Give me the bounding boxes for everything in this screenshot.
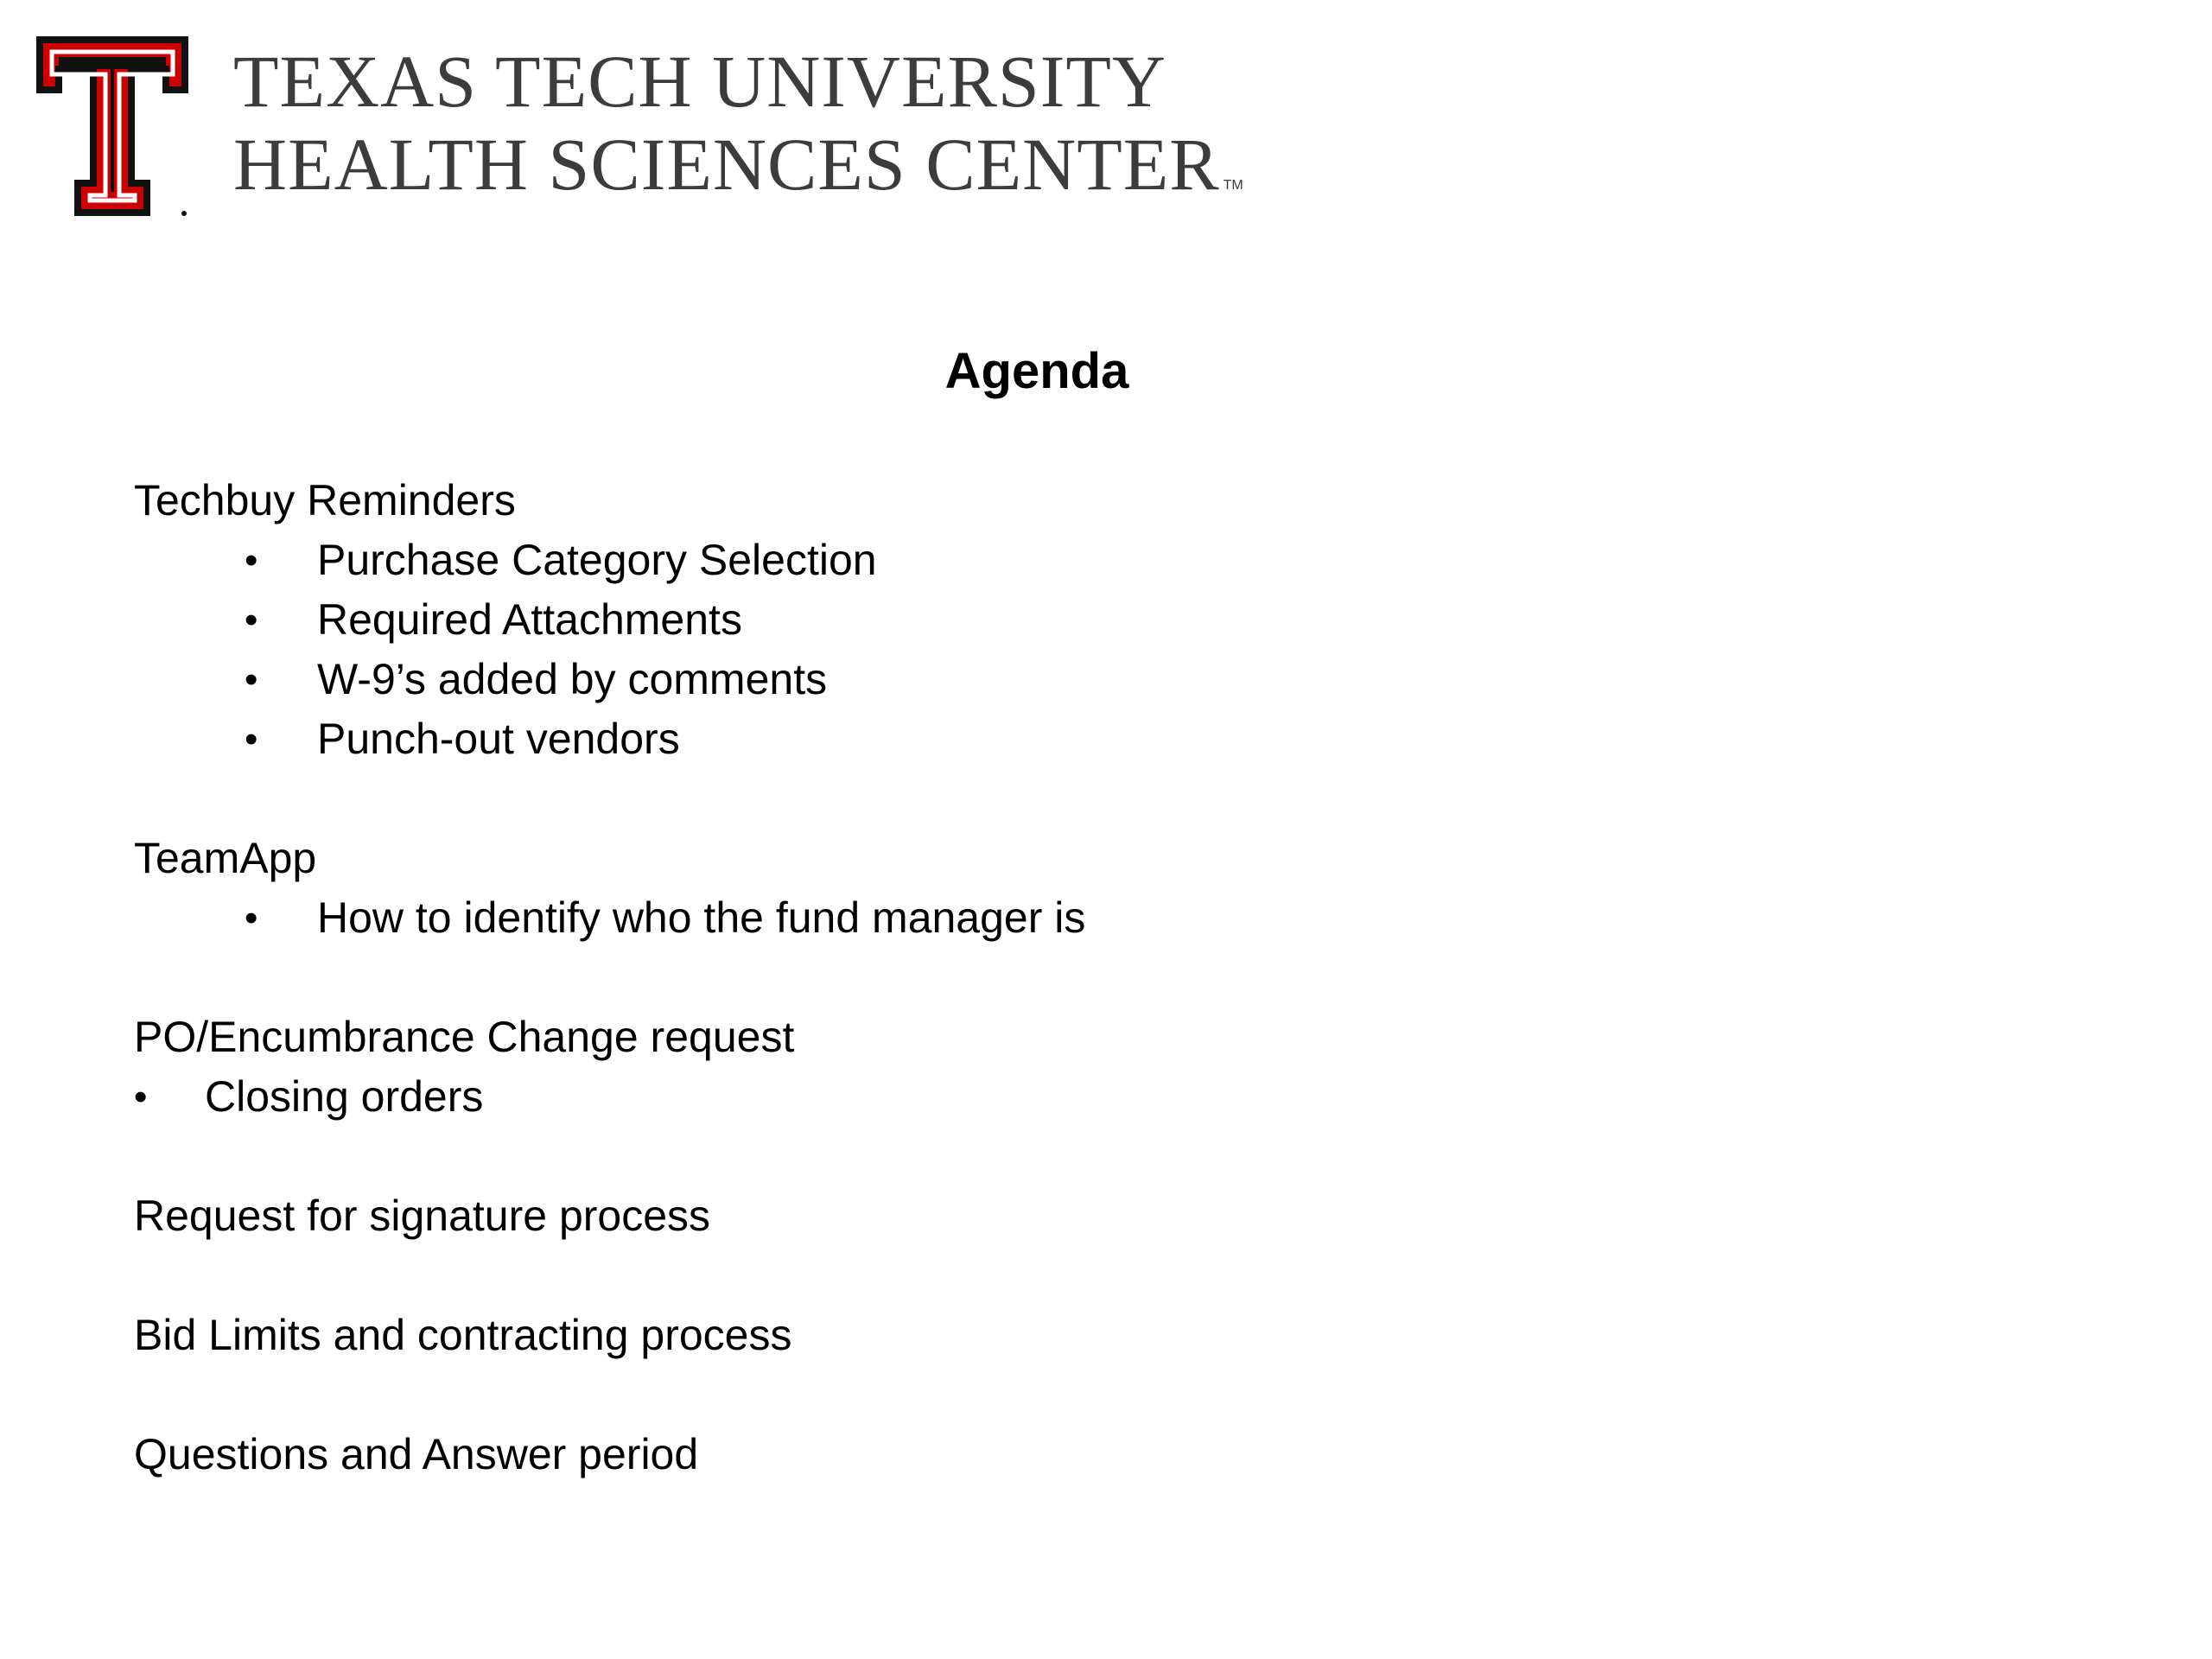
agenda-title: Agenda [944,343,1129,399]
agenda-section-techbuy [134,471,2035,769]
list-item-text: Required Attachments [317,595,742,644]
logo-line-1: TEXAS TECH UNIVERSITY [233,40,1167,123]
list-item [134,888,2035,948]
section-heading: TeamApp [134,834,317,882]
logo-wordmark [233,40,1243,227]
list-item [134,531,2035,590]
section-heading: Bid Limits and contracting process [134,1311,792,1359]
bullet-icon: • [245,718,258,760]
bullet-icon: • [245,658,258,701]
section-heading: Techbuy Reminders [134,476,516,524]
agenda-section-signature [134,1186,2035,1246]
list-item-text: W-9’s added by comments [317,655,828,703]
section-heading: Questions and Answer period [134,1430,699,1478]
list-item [134,1067,2035,1127]
list-item [134,590,2035,650]
bullet-icon: • [245,539,258,582]
list-item [134,650,2035,709]
agenda-section-bid-limits [134,1306,2035,1365]
logo-line-2-text: HEALTH SCIENCES CENTER [233,123,1220,206]
agenda-section-po-change [134,1007,2035,1127]
bullet-icon: • [245,599,258,641]
section-heading: Request for signature process [134,1192,711,1240]
logo-line-2 [233,123,1243,227]
bullet-icon: • [245,897,258,939]
double-t-logo-icon [35,35,190,218]
list-item-text: How to identify who the fund manager is [317,893,1086,942]
trademark-symbol: TM [1223,178,1243,193]
section-items [134,888,2035,948]
list-item-text: Closing orders [205,1072,484,1121]
agenda-section-teamapp [134,829,2035,948]
list-item-text: Punch-out vendors [317,715,680,763]
section-heading: PO/Encumbrance Change request [134,1013,795,1061]
university-logo [35,35,1313,225]
bullet-icon: • [134,1076,148,1118]
list-item-text: Purchase Category Selection [317,536,877,584]
list-item [134,709,2035,769]
agenda-section-qa [134,1425,2035,1484]
agenda-list [134,471,2035,1484]
section-items [134,1067,2035,1127]
section-items [134,531,2035,769]
